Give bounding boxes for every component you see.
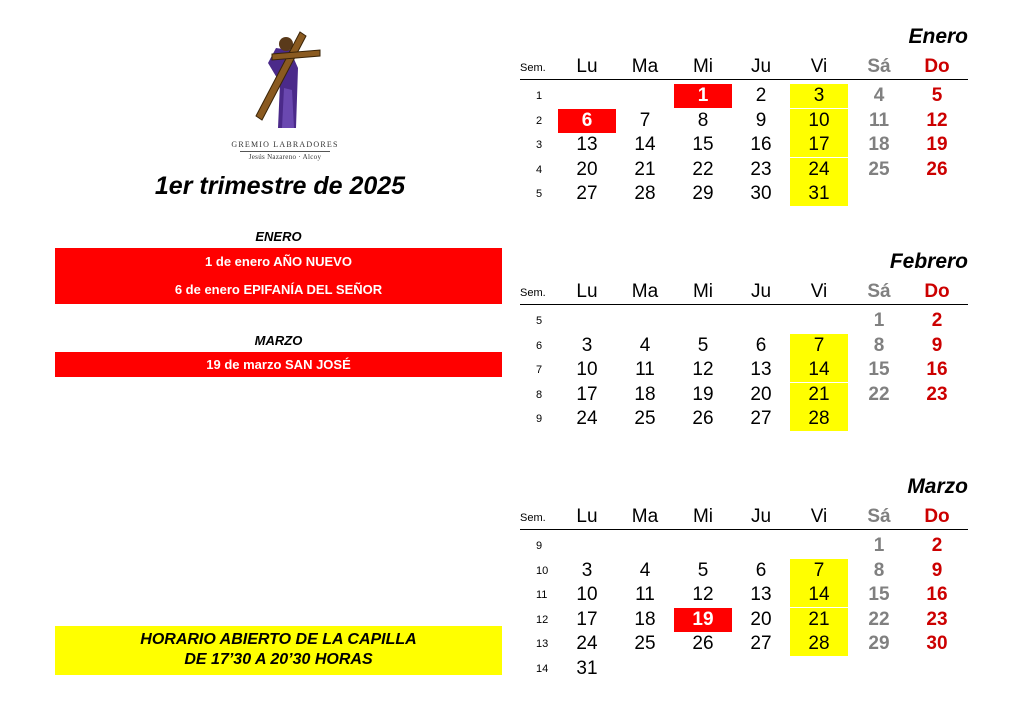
weekday-header: Do	[924, 56, 950, 77]
calendar-day: 22	[692, 158, 714, 180]
calendar-day: 25	[634, 408, 656, 429]
week-number-header: Sem.	[520, 287, 546, 299]
week-number: 13	[536, 638, 549, 650]
week-number: 14	[536, 662, 549, 675]
weekday-header: Ju	[750, 281, 772, 302]
week-number: 2	[536, 114, 543, 127]
calendar-day: 5	[697, 334, 709, 356]
weekday-header: Mi	[692, 56, 714, 77]
weekday-header: Ma	[631, 281, 659, 302]
calendar-day: 3	[790, 84, 848, 108]
calendar-day: 7	[790, 559, 848, 583]
weekday-header: Ju	[750, 56, 772, 77]
week-number: 8	[536, 388, 543, 401]
calendar-day: 24	[790, 158, 848, 182]
holiday-month-enero: ENERO	[255, 229, 302, 244]
holiday-item: 6 de enero EPIFANÍA DEL SEÑOR	[174, 282, 383, 297]
calendar-day: 12	[692, 584, 714, 605]
weekday-header: Mi	[692, 506, 714, 527]
calendar-day: 2	[931, 310, 943, 331]
week-number: 5	[536, 188, 543, 200]
calendar-day: 13	[750, 584, 772, 605]
calendar-day: 16	[750, 134, 772, 155]
weekday-header: Ma	[631, 506, 659, 527]
week-number: 7	[536, 364, 543, 376]
calendar-day-holiday: 19	[674, 608, 732, 632]
calendar-day: 1	[873, 535, 885, 556]
weekday-header: Vi	[810, 281, 828, 302]
calendar-day: 15	[868, 359, 890, 380]
weekday-header: Do	[924, 506, 950, 527]
calendar-day: 16	[926, 584, 948, 605]
week-number: 1	[536, 90, 543, 102]
chapel-hours-line1: HORARIO ABIERTO DE LA CAPILLA	[140, 631, 417, 648]
calendar-day: 11	[635, 359, 655, 380]
calendar-day: 20	[576, 158, 598, 180]
calendar-day: 24	[576, 408, 598, 429]
calendar-day: 30	[750, 183, 772, 204]
calendar-day: 5	[931, 85, 943, 106]
header-divider	[520, 529, 968, 530]
week-number: 9	[536, 413, 543, 425]
calendar-day: 1	[873, 310, 885, 331]
calendar-month-title: Enero	[908, 25, 968, 48]
calendar-marzo	[520, 475, 970, 679]
calendar-day-holiday: 1	[674, 84, 732, 108]
calendar-day: 29	[692, 183, 714, 204]
holiday-item: 19 de marzo SAN JOSÉ	[206, 357, 351, 372]
calendar-day: 17	[790, 133, 848, 157]
calendar-day: 4	[639, 559, 651, 581]
calendar-day: 10	[790, 109, 848, 133]
weekday-header: Sá	[867, 506, 891, 527]
week-number-header: Sem.	[520, 512, 546, 524]
calendar-month-title: Febrero	[889, 250, 968, 273]
calendar-day: 21	[790, 383, 848, 407]
header-divider	[520, 304, 968, 305]
calendar-febrero	[520, 251, 970, 451]
calendar-day: 23	[750, 158, 772, 180]
holiday-item: 1 de enero AÑO NUEVO	[205, 254, 352, 269]
weekday-header: Lu	[576, 281, 598, 302]
logo-text-line1: GREMIO LABRADORES	[231, 140, 339, 149]
week-number: 12	[536, 613, 549, 626]
calendar-day: 20	[750, 608, 772, 630]
calendar-day: 14	[634, 134, 656, 155]
calendar-day: 19	[926, 134, 948, 155]
weekday-header: Ma	[631, 56, 659, 77]
calendar-day: 26	[926, 158, 948, 180]
week-number: 4	[536, 163, 543, 176]
page-title: 1er trimestre de 2025	[154, 172, 406, 200]
calendar-day: 14	[790, 583, 848, 607]
calendar-day: 2	[755, 85, 767, 106]
calendar-day: 21	[790, 608, 848, 632]
week-number: 6	[536, 339, 543, 352]
calendar-day: 5	[697, 559, 709, 581]
calendar-day: 23	[926, 608, 948, 630]
calendar-day: 4	[639, 334, 651, 356]
weekday-header: Lu	[576, 506, 598, 527]
calendar-day: 6	[755, 334, 767, 356]
calendar-day: 9	[755, 109, 767, 131]
calendar-day: 10	[576, 584, 598, 605]
week-number: 3	[536, 139, 543, 151]
calendar-day: 22	[868, 608, 890, 630]
week-number-header: Sem.	[520, 62, 546, 74]
weekday-header: Do	[924, 281, 950, 302]
calendar-day: 26	[692, 633, 714, 654]
calendar-day: 14	[790, 358, 848, 382]
calendar-day: 18	[634, 608, 656, 630]
calendar-day: 15	[868, 584, 890, 605]
week-number: 5	[536, 315, 543, 327]
calendar-day: 17	[576, 608, 598, 630]
weekday-header: Sá	[867, 56, 891, 77]
logo	[230, 28, 340, 161]
calendar-day: 8	[873, 559, 885, 581]
week-number: 9	[536, 540, 543, 552]
week-number: 10	[536, 564, 549, 577]
logo-text-line2: Jesús Nazareno · Alcoy	[248, 153, 322, 161]
holiday-month-marzo: MARZO	[254, 333, 303, 348]
calendar-day: 15	[692, 134, 714, 155]
calendar-day: 18	[634, 383, 656, 405]
calendar-day: 10	[576, 359, 598, 380]
calendar-day: 20	[750, 383, 772, 405]
calendar-day: 28	[790, 407, 848, 431]
calendar-day: 9	[931, 559, 943, 581]
header-divider	[520, 79, 968, 80]
calendar-day: 12	[692, 359, 714, 380]
calendar-month-title: Marzo	[907, 475, 968, 498]
calendar-day: 2	[931, 535, 943, 556]
calendar-day: 24	[576, 633, 598, 654]
calendar-enero	[520, 26, 970, 226]
calendar-day: 16	[926, 359, 948, 380]
week-number: 11	[536, 589, 548, 601]
calendar-day: 29	[868, 633, 890, 654]
calendar-day: 3	[581, 334, 593, 356]
weekday-header: Vi	[810, 56, 828, 77]
calendar-day: 4	[873, 85, 885, 106]
holiday-list-marzo	[55, 352, 502, 377]
calendar-day: 12	[926, 109, 948, 131]
calendar-day: 9	[931, 334, 943, 356]
calendar-day: 27	[750, 633, 772, 654]
calendar-day: 22	[868, 383, 890, 405]
calendar-day: 17	[576, 383, 598, 405]
calendar-day: 7	[639, 109, 651, 131]
calendar-day: 8	[873, 334, 885, 356]
weekday-header: Lu	[576, 56, 598, 77]
logo-divider	[240, 151, 330, 152]
calendar-day: 25	[634, 633, 656, 654]
calendar-day: 26	[692, 408, 714, 429]
calendar-day: 19	[692, 383, 714, 405]
chapel-hours-line2: DE 17’30 A 20’30 HORAS	[184, 651, 373, 668]
calendar-day: 11	[868, 109, 890, 131]
calendar-day: 3	[581, 559, 593, 581]
weekday-header: Vi	[810, 506, 828, 527]
calendar-day: 28	[634, 183, 656, 204]
calendar-day: 30	[926, 633, 948, 654]
chapel-hours-banner	[55, 626, 502, 675]
calendar-day: 28	[790, 632, 848, 656]
calendar-day: 18	[868, 134, 890, 155]
calendar-day: 23	[926, 383, 948, 405]
calendar-day: 13	[576, 134, 598, 155]
weekday-header: Ju	[750, 506, 772, 527]
calendar-day: 31	[790, 182, 848, 206]
calendar-day: 6	[755, 559, 767, 581]
calendar-day: 21	[634, 158, 656, 180]
calendar-day: 25	[868, 158, 890, 180]
calendar-day: 11	[635, 584, 655, 605]
calendar-day-holiday: 6	[558, 109, 616, 133]
weekday-header: Mi	[692, 281, 714, 302]
calendar-day: 27	[576, 183, 598, 204]
holiday-list-enero	[55, 248, 502, 304]
nazareno-icon	[238, 28, 333, 138]
calendar-day: 13	[750, 359, 772, 380]
calendar-day: 31	[576, 657, 598, 679]
calendar-day: 8	[697, 109, 709, 131]
calendar-day: 27	[750, 408, 772, 429]
calendar-day: 7	[790, 334, 848, 358]
weekday-header: Sá	[867, 281, 891, 302]
